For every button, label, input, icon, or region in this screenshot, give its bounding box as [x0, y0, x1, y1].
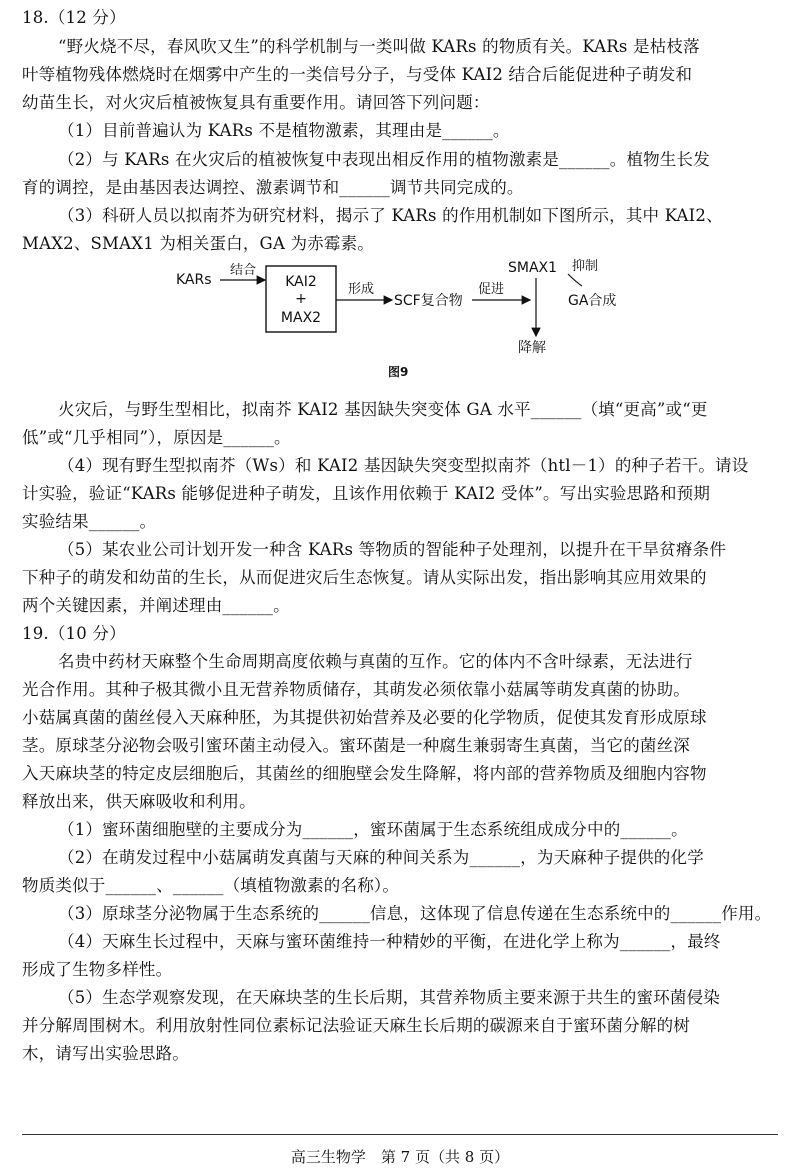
- q19-paragraph-line: 入天麻块茎的特定皮层细胞后，其菌丝的细胞壁会发生降解，将内部的营养物质及细胞内容物: [22, 764, 707, 783]
- inhibit-label: 抑制: [572, 259, 599, 274]
- q18-paragraph-line: 幼苗生长，对火灾后植被恢复具有重要作用。请回答下列问题：: [22, 93, 490, 112]
- q19-sub4: （4）天麻生长过程中，天麻与蜜环菌维持一种精妙的平衡，在进化学上称为______，最终: [58, 932, 721, 951]
- q18-sub4-cont: 实验结果______。: [22, 512, 157, 531]
- q18-sub5: （5）某农业公司计划开发一种含 KARs 等物质的智能种子处理剂，以提升在干旱贫瘠条件: [58, 540, 727, 559]
- max2-label: MAX2: [280, 310, 322, 326]
- q19-paragraph-line: 茎。原球茎分泌物会吸引蜜环菌主动侵入。蜜环菌是一种腐生兼弱寄生真菌，当它的菌丝深: [22, 736, 690, 755]
- inhibit-arc: [568, 274, 582, 286]
- q19-paragraph-line: 释放出来，供天麻吸收和利用。: [22, 792, 256, 811]
- q19-sub5: （5）生态学观察发现，在天麻块茎的生长后期，其营养物质主要来源于共生的蜜环菌侵染: [58, 988, 720, 1007]
- page-footer: 高三生物学 第 7 页（共 8 页）: [290, 1148, 510, 1166]
- q19-sub2: （2）在萌发过程中小菇属萌发真菌与天麻的种间关系为______，为天麻种子提供的化学: [58, 848, 704, 867]
- q19-paragraph-line: 名贵中药材天麻整个生命周期高度依赖与真菌的互作。它的体内不含叶绿素，无法进行: [58, 652, 693, 671]
- kars-label: KARs: [176, 272, 212, 288]
- q18-sub1: （1）目前普遍认为 KARs 不是植物激素，其理由是______。: [58, 121, 510, 140]
- kai2-label: KAI2: [285, 274, 317, 290]
- smax1-label: SMAX1: [508, 260, 558, 276]
- q19-sub1: （1）蜜环菌细胞壁的主要成分为______，蜜环菌属于生态系统组成成分中的______。: [58, 820, 688, 839]
- q18-sub3-question: 火灾后，与野生型相比，拟南芥 KAI2 基因缺失突变体 GA 水平______（填“更高”或“更: [58, 400, 708, 419]
- q19-sub5-cont: 木，请写出实验思路。: [22, 1044, 189, 1063]
- q18-sub4: （4）现有野生型拟南芥（Ws）和 KAI2 基因缺失突变型拟南芥（htl－1）的种子若干。请设: [58, 456, 749, 475]
- q18-sub5-cont: 两个关键因素，并阐述理由______。: [22, 596, 290, 615]
- footer-divider: [22, 1134, 778, 1135]
- question-18-title: 18.（12 分）: [22, 8, 126, 27]
- q18-paragraph-line: 叶等植物残体燃烧时在烟雾中产生的一类信号分子，与受体 KAI2 结合后能促进种子萌发和: [22, 65, 693, 84]
- q18-paragraph-line: “野火烧不尽，春风吹又生”的科学机制与一类叫做 KARs 的物质有关。KARs 是枯枝落: [58, 37, 700, 56]
- q18-sub4-cont: 计实验，验证“KARs 能够促进种子萌发，且该作用依赖于 KAI2 受体”。写出实验思路和预期: [22, 484, 711, 503]
- degrade-label: 降解: [518, 340, 546, 356]
- q18-sub2: （2）与 KARs 在火灾后的植被恢复中表现出相反作用的植物激素是______。植物生长发: [58, 150, 710, 169]
- q19-sub5-cont: 并分解周围树木。利用放射性同位素标记法验证天麻生长后期的碳源来自于蜜环菌分解的树: [22, 1016, 690, 1035]
- promote-label: 促进: [478, 282, 505, 297]
- question-19-title: 19.（10 分）: [22, 624, 126, 643]
- q19-sub2-cont: 物质类似于______、______（填植物激素的名称）。: [22, 876, 400, 895]
- q19-sub4-cont: 形成了生物多样性。: [22, 960, 173, 979]
- q18-sub5-cont: 下种子的萌发和幼苗的生长，从而促进灾后生态恢复。请从实际出发，指出影响其应用效果的: [22, 568, 707, 587]
- bind-label: 结合: [230, 263, 257, 278]
- q19-sub3: （3）原球茎分泌物属于生态系统的______信息，这体现了信息传递在生态系统中的______作用。: [58, 904, 772, 923]
- form-label: 形成: [348, 282, 375, 297]
- scf-label: SCF复合物: [394, 293, 463, 309]
- q19-paragraph-line: 光合作用。其种子极其微小且无营养物质储存，其萌发必须依靠小菇属等萌发真菌的协助。: [22, 680, 690, 699]
- figure-9-diagram: [172, 256, 632, 384]
- ga-synthesis-label: GA合成: [568, 293, 617, 309]
- plus-label: +: [295, 291, 307, 307]
- q18-sub3-cont: MAX2、SMAX1 为相关蛋白，GA 为赤霉素。: [22, 234, 374, 253]
- figure-caption: 图9: [388, 365, 409, 379]
- q18-sub3-question-cont: 低”或“几乎相同”），原因是______。: [22, 428, 291, 447]
- q19-paragraph-line: 小菇属真菌的菌丝侵入天麻种胚，为其提供初始营养及必要的化学物质，促使其发育形成原球: [22, 708, 707, 727]
- q18-sub2-cont: 育的调控，是由基因表达调控、激素调节和______调节共同完成的。: [22, 178, 524, 197]
- q18-sub3: （3）科研人员以拟南芥为研究材料，揭示了 KARs 的作用机制如下图所示，其中 KAI2、: [58, 206, 723, 225]
